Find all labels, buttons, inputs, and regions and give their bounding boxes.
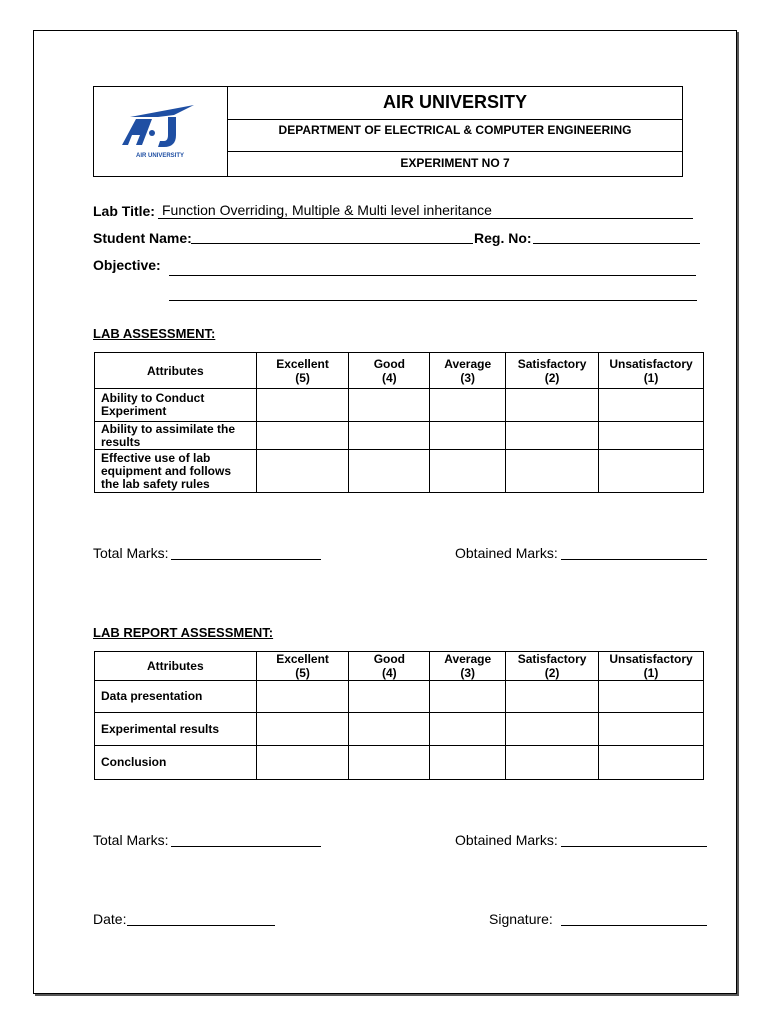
score-cell[interactable]	[506, 450, 599, 493]
col-excellent: Excellent (5)	[256, 353, 349, 389]
report-total-marks-field[interactable]	[171, 846, 321, 847]
col-excellent: Excellent (5)	[256, 652, 349, 681]
row-attribute: Conclusion	[95, 746, 257, 780]
objective-line-1[interactable]	[169, 275, 696, 276]
col-satisfactory: Satisfactory (2)	[506, 353, 599, 389]
col-attributes: Attributes	[95, 652, 257, 681]
col-good: Good (4)	[349, 353, 430, 389]
score-cell[interactable]	[599, 450, 704, 493]
score-cell[interactable]	[256, 746, 349, 780]
lab-title-value[interactable]: Function Overriding, Multiple & Multi level inheritance	[162, 202, 492, 218]
score-cell[interactable]	[599, 746, 704, 780]
row-attribute: Ability to Conduct Experiment	[95, 389, 257, 422]
lab-report-table	[94, 651, 704, 780]
reg-no-field[interactable]	[533, 243, 700, 244]
objective-line-2[interactable]	[169, 300, 697, 301]
score-cell[interactable]	[430, 681, 506, 713]
table-row	[95, 389, 704, 422]
col-satisfactory: Satisfactory (2)	[506, 652, 599, 681]
score-cell[interactable]	[506, 389, 599, 422]
score-cell[interactable]	[599, 713, 704, 746]
row-attribute: Ability to assimilate the results	[95, 422, 257, 450]
score-cell[interactable]	[430, 746, 506, 780]
header-box	[93, 86, 683, 177]
row-attribute: Effective use of lab equipment and follows the lab safety rules	[95, 450, 257, 493]
score-cell[interactable]	[256, 713, 349, 746]
experiment-number: EXPERIMENT NO 7	[400, 156, 510, 170]
score-cell[interactable]	[256, 681, 349, 713]
lab-title-label: Lab Title:	[93, 203, 155, 219]
score-cell[interactable]	[599, 681, 704, 713]
report-obtained-marks-label: Obtained Marks:	[455, 832, 558, 848]
score-cell[interactable]	[349, 450, 430, 493]
col-unsatisfactory: Unsatisfactory (1)	[599, 353, 704, 389]
student-name-label: Student Name:	[93, 230, 192, 246]
score-cell[interactable]	[506, 713, 599, 746]
table-row	[95, 681, 704, 713]
score-cell[interactable]	[430, 713, 506, 746]
signature-field[interactable]	[561, 925, 707, 926]
score-cell[interactable]	[599, 389, 704, 422]
lab-assessment-title: LAB ASSESSMENT:	[93, 326, 216, 341]
air-university-logo	[122, 99, 198, 161]
objective-label: Objective:	[93, 257, 161, 273]
table-row	[95, 422, 704, 450]
score-cell[interactable]	[599, 422, 704, 450]
score-cell[interactable]	[506, 746, 599, 780]
score-cell[interactable]	[430, 422, 506, 450]
score-cell[interactable]	[349, 746, 430, 780]
score-cell[interactable]	[256, 450, 349, 493]
lab-title-line	[158, 218, 693, 219]
date-field[interactable]	[127, 925, 275, 926]
col-good: Good (4)	[349, 652, 430, 681]
report-total-marks-label: Total Marks:	[93, 832, 169, 848]
logo-cell	[94, 87, 228, 176]
score-cell[interactable]	[430, 450, 506, 493]
lab-assessment-table	[94, 352, 704, 493]
score-cell[interactable]	[256, 422, 349, 450]
table-header-row	[95, 652, 704, 681]
total-marks-field[interactable]	[171, 559, 321, 560]
obtained-marks-field[interactable]	[561, 559, 707, 560]
student-name-field[interactable]	[191, 243, 473, 244]
table-row	[95, 746, 704, 780]
col-unsatisfactory: Unsatisfactory (1)	[599, 652, 704, 681]
table-row	[95, 450, 704, 493]
score-cell[interactable]	[506, 681, 599, 713]
col-average: Average (3)	[430, 652, 506, 681]
reg-no-label: Reg. No:	[474, 230, 532, 246]
obtained-marks-label: Obtained Marks:	[455, 545, 558, 561]
score-cell[interactable]	[349, 681, 430, 713]
score-cell[interactable]	[430, 389, 506, 422]
department-name: DEPARTMENT OF ELECTRICAL & COMPUTER ENGINEERING	[228, 120, 682, 152]
row-attribute: Experimental results	[95, 713, 257, 746]
total-marks-label: Total Marks:	[93, 545, 169, 561]
logo-text: AIR UNIVERSITY	[135, 153, 185, 159]
score-cell[interactable]	[506, 422, 599, 450]
report-obtained-marks-field[interactable]	[561, 846, 707, 847]
table-header-row	[95, 353, 704, 389]
row-attribute: Data presentation	[95, 681, 257, 713]
score-cell[interactable]	[349, 713, 430, 746]
score-cell[interactable]	[349, 422, 430, 450]
col-attributes: Attributes	[95, 353, 257, 389]
date-label: Date:	[93, 911, 127, 927]
col-average: Average (3)	[430, 353, 506, 389]
table-row	[95, 713, 704, 746]
lab-report-assessment-title: LAB REPORT ASSESSMENT:	[93, 625, 274, 640]
signature-label: Signature:	[489, 911, 553, 927]
university-name: AIR UNIVERSITY	[228, 87, 682, 120]
score-cell[interactable]	[349, 389, 430, 422]
score-cell[interactable]	[256, 389, 349, 422]
